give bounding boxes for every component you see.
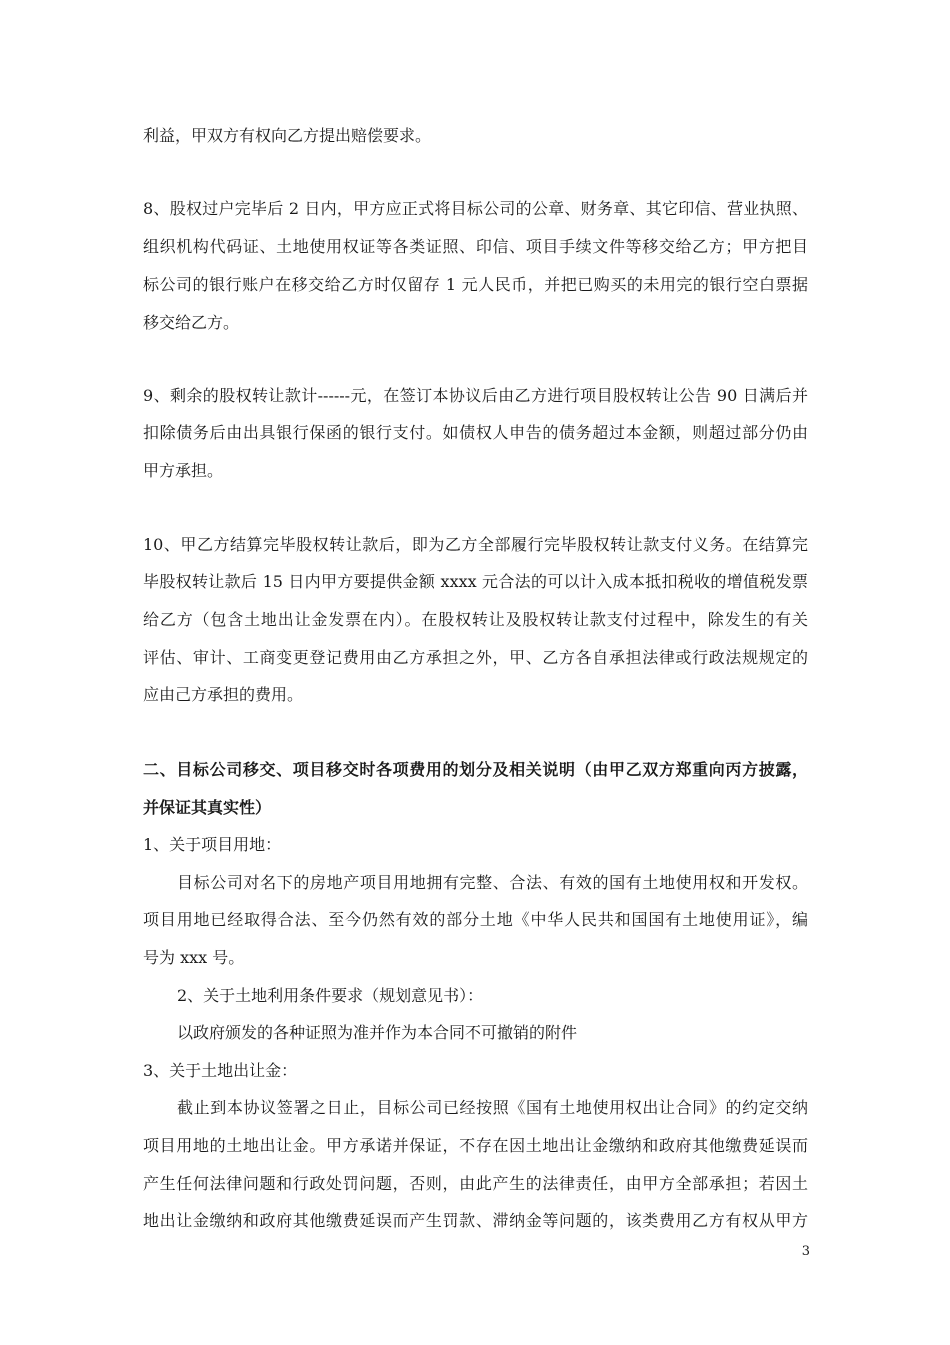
clause-8-line: 8、股权过户完毕后 2 日内，甲方应正式将目标公司的公章、财务章、其它印信、营业执照、 xyxy=(143,199,808,218)
page-number: 3 xyxy=(801,1244,810,1259)
clause-10-line: 评估、审计、工商变更登记费用由乙方承担之外，甲、乙方各自承担法律或行政法规规定的 xyxy=(143,648,808,667)
paragraph-line: 项目用地已经取得合法、至今仍然有效的部分土地《中华人民共和国国有土地使用证》，编 xyxy=(143,910,808,929)
paragraph-line: 以政府颁发的各种证照为准并作为本合同不可撤销的附件 xyxy=(177,1023,578,1042)
paragraph-line: 截止到本协议签署之日止，目标公司已经按照《国有土地使用权出让合同》的约定交纳 xyxy=(177,1098,808,1117)
subsection-title: 2、关于土地利用条件要求（规划意见书）： xyxy=(177,986,484,1005)
section-heading: 二、目标公司移交、项目移交时各项费用的划分及相关说明（由甲乙双方郑重向丙方披露， xyxy=(143,760,808,779)
clause-10-line: 应由己方承担的费用。 xyxy=(143,685,304,704)
clause-10-line: 10、甲乙方结算完毕股权转让款后，即为乙方全部履行完毕股权转让款支付义务。在结算完 xyxy=(143,535,808,554)
paragraph-line: 号为 xxx 号。 xyxy=(143,948,245,967)
clause-8-line: 组织机构代码证、土地使用权证等各类证照、印信、项目手续文件等移交给乙方；甲方把目 xyxy=(143,237,808,256)
clause-10-line: 给乙方（包含土地出让金发票在内）。在股权转让及股权转让款支付过程中，除发生的有关 xyxy=(143,610,808,629)
clause-8-line: 标公司的银行账户在移交给乙方时仅留存 1 元人民币，并把已购买的未用完的银行空白票据 xyxy=(143,275,808,294)
clause-9-line: 9、剩余的股权转让款计------元，在签订本协议后由乙方进行项目股权转让公告 90 日满后并 xyxy=(143,386,808,405)
subsection-title: 3、关于土地出让金： xyxy=(143,1061,298,1080)
clause-9-line: 扣除债务后由出具银行保函的银行支付。如债权人申告的债务超过本金额，则超过部分仍由 xyxy=(143,423,808,442)
clause-9-line: 甲方承担。 xyxy=(143,461,224,480)
section-heading: 并保证其真实性） xyxy=(143,798,272,817)
text-line: 利益，甲双方有权向乙方提出赔偿要求。 xyxy=(143,126,432,145)
paragraph-line: 地出让金缴纳和政府其他缴费延误而产生罚款、滞纳金等问题的，该类费用乙方有权从甲方 xyxy=(143,1211,808,1230)
paragraph-line: 目标公司对名下的房地产项目用地拥有完整、合法、有效的国有土地使用权和开发权。 xyxy=(177,873,808,892)
subsection-title: 1、关于项目用地： xyxy=(143,835,282,854)
clause-8-line: 移交给乙方。 xyxy=(143,313,240,332)
paragraph-line: 项目用地的土地出让金。甲方承诺并保证，不存在因土地出让金缴纳和政府其他缴费延误而 xyxy=(143,1136,808,1155)
paragraph-line: 产生任何法律问题和行政处罚问题，否则，由此产生的法律责任，由甲方全部承担；若因土 xyxy=(143,1174,808,1193)
clause-10-line: 毕股权转让款后 15 日内甲方要提供金额 xxxx 元合法的可以计入成本抵扣税收的增值税发票 xyxy=(143,572,808,591)
